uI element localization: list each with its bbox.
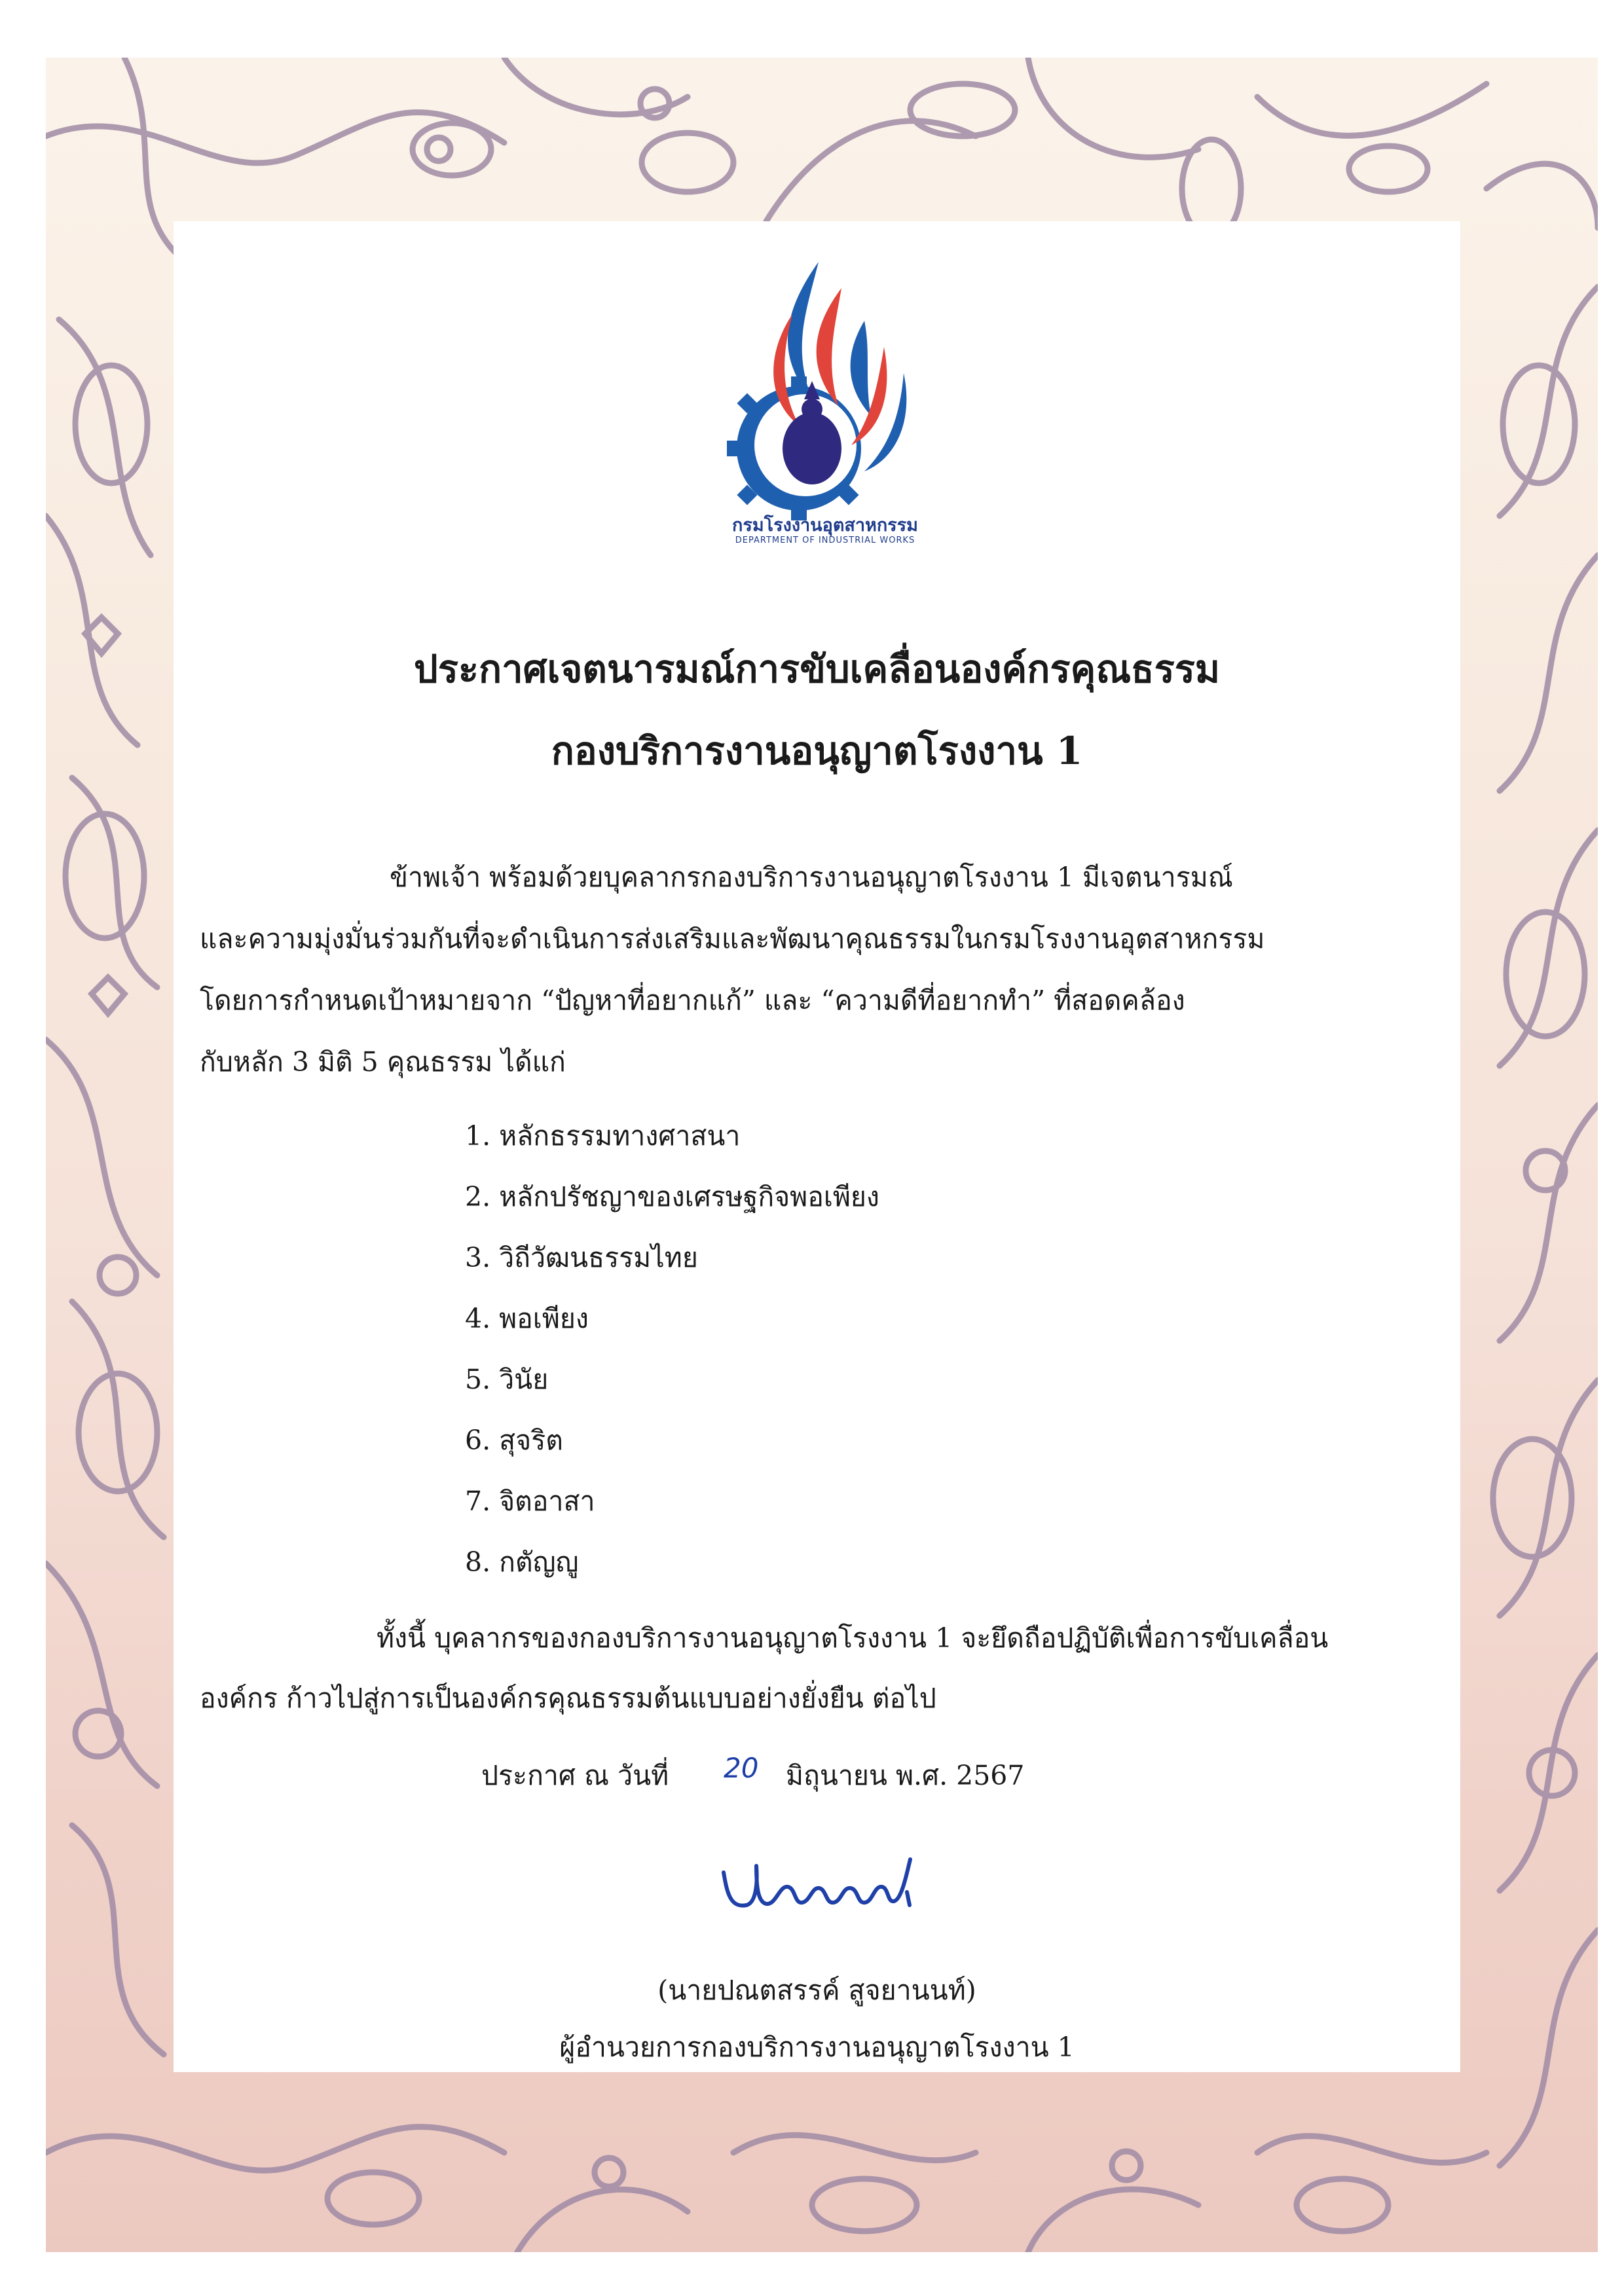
intro-line: กับหลัก 3 มิติ 5 คุณธรรม ได้แก่ [200, 1046, 566, 1078]
principle-item: 1. หลักธรรมทางศาสนา [465, 1120, 741, 1152]
logo-name-thai: กรมโรงงานอุตสาหกรรม [732, 515, 918, 536]
announcement-title: ประกาศเจตนารมณ์การขับเคลื่อนองค์กรคุณธรรม [413, 647, 1221, 691]
intro-line: โดยการกำหนดเป้าหมายจาก “ปัญหาที่อยากแก้” และ “ความดีที่อยากทำ” ที่สอดคล้อง [200, 985, 1185, 1016]
signer-name: (นายปณตสรรค์ สูจยานนท์) [657, 1975, 976, 2006]
intro-line: ข้าพเจ้า พร้อมด้วยบุคลากรกองบริการงานอนุญาตโรงงาน 1 มีเจตนารมณ์ [390, 862, 1233, 893]
division-title: กองบริการงานอนุญาตโรงงาน 1 [551, 729, 1083, 773]
principle-item: 3. วิถีวัฒนธรรมไทย [465, 1242, 698, 1273]
principle-item: 2. หลักปรัชญาของเศรษฐกิจพอเพียง [465, 1181, 879, 1212]
principle-item: 6. สุจริต [465, 1425, 563, 1456]
signature-image [710, 1846, 933, 1918]
date-prefix: ประกาศ ณ วันที่ [481, 1760, 669, 1791]
principle-item: 8. กตัญญู [465, 1546, 579, 1578]
logo-name-english: DEPARTMENT OF INDUSTRIAL WORKS [735, 536, 915, 545]
principle-item: 5. วินัย [465, 1364, 549, 1395]
closing-line: ทั้งนี้ บุคลากรของกองบริการงานอนุญาตโรงงาน 1 จะยึดถือปฏิบัติเพื่อการขับเคลื่อน [377, 1622, 1329, 1654]
principle-item: 7. จิตอาสา [465, 1485, 595, 1517]
intro-line: และความมุ่งมั่นร่วมกันที่จะดำเนินการส่งเสริมและพัฒนาคุณธรรมในกรมโรงงานอุตสาหกรรม [200, 923, 1265, 955]
closing-line: องค์กร ก้าวไปสู่การเป็นองค์กรคุณธรรมต้นแบบอย่างยั่งยืน ต่อไป [200, 1683, 936, 1714]
principle-item: 4. พอเพียง [465, 1303, 589, 1334]
date-suffix: มิถุนายน พ.ศ. 2567 [786, 1760, 1025, 1791]
date-day-handwritten: 20 [724, 1752, 759, 1784]
signer-title: ผู้อำนวยการกองบริการงานอนุญาตโรงงาน 1 [559, 2032, 1075, 2063]
